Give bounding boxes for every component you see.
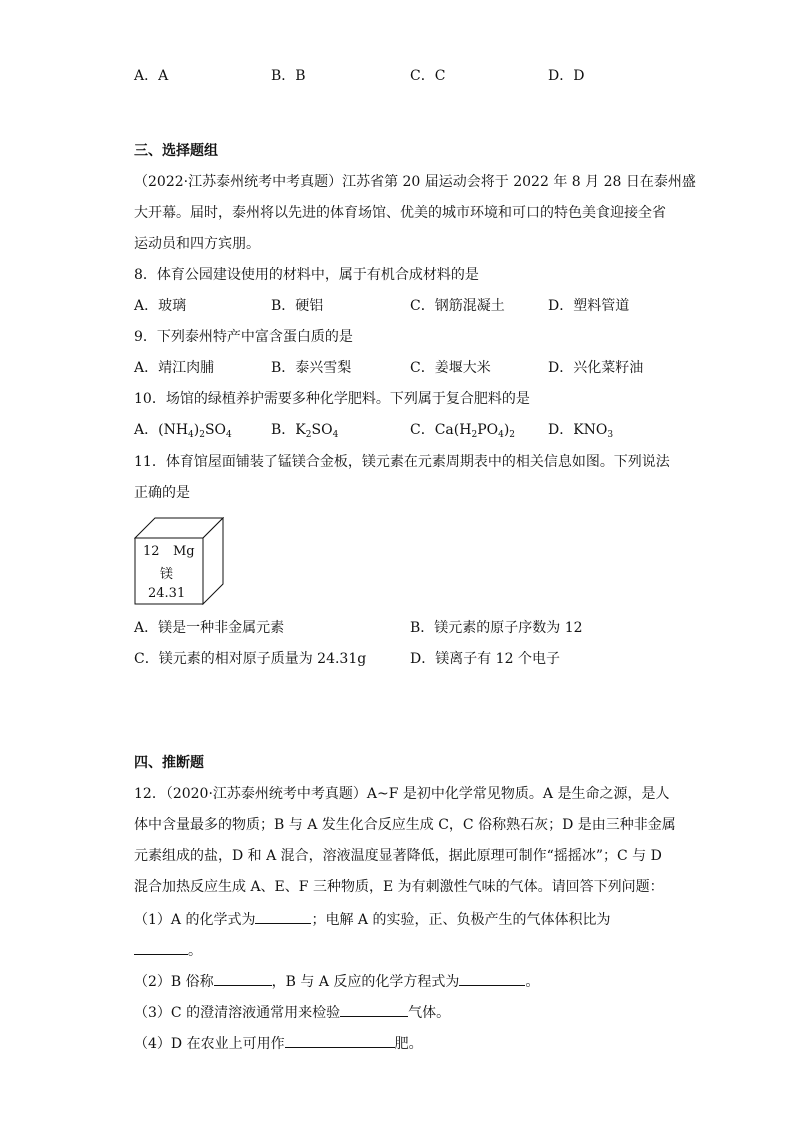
q10-option-d: D．$KNO_3$ — [548, 422, 614, 440]
q11-option-a: A．镁是一种非金属元素 — [134, 620, 285, 636]
q10-option-b: B．$K_2SO_4$ — [271, 422, 339, 440]
section3-intro-line2: 大开幕。届时，泰州将以先进的体育场馆、优美的城市环境和可口的特色美食迎接全省 — [134, 205, 666, 221]
q11-option-b: B．镁元素的原子序数为 12 — [410, 620, 583, 636]
section3-intro-line1: （2022·江苏泰州统考中考真题）江苏省第 20 届运动会将于 2022 年 8 月 28 日在泰州盛 — [134, 174, 696, 190]
q12-sub1-line2: 。 — [134, 939, 202, 961]
q12-sub4: （4）D 在农业上可用作 肥。 — [134, 1032, 423, 1054]
q10-option-a: A．$(NH_4)_2SO_4$ — [134, 422, 232, 440]
atomic-mass: 24.31 — [148, 586, 186, 601]
q12-sub2: （2）B 俗称 ，B 与 A 反应的化学方程式为 。 — [134, 970, 539, 992]
q12-sub3: （3）C 的澄清溶液通常用来检验 气体。 — [134, 1001, 450, 1023]
q11-stem-line2: 正确的是 — [134, 485, 190, 501]
element-symbol: Mg — [173, 544, 195, 559]
q9-stem: 9．下列泰州特产中富含蛋白质的是 — [134, 329, 353, 345]
q8-option-a: A．玻璃 — [134, 298, 187, 314]
q8-option-b: B．硬铝 — [271, 298, 324, 314]
q12-line3: 元素组成的盐，D 和 A 混合，溶液温度显著降低，据此原理可制作“摇摇冰”；C 与 D — [134, 848, 662, 864]
answer-blank-1[interactable] — [255, 908, 311, 924]
q12-line4: 混合加热反应生成 A、E、F 三种物质，E 为有刺激性气味的气体。请回答下列问题： — [134, 879, 664, 895]
q10-option-c: C．$Ca(H_2PO_4)_2$ — [410, 422, 516, 440]
q7-option-c: C．C — [410, 68, 446, 84]
section4-heading: 四、推断题 — [134, 755, 204, 771]
q8-option-d: D．塑料管道 — [548, 298, 630, 314]
q7-option-a: A．A — [134, 68, 169, 84]
q10-stem: 10．场馆的绿植养护需要多种化学肥料。下列属于复合肥料的是 — [134, 391, 530, 407]
answer-blank-2[interactable] — [134, 939, 188, 955]
answer-blank-6[interactable] — [285, 1032, 395, 1048]
q9-option-c: C．姜堰大米 — [410, 360, 491, 376]
section3-intro-line3: 运动员和四方宾朋。 — [134, 236, 260, 252]
q8-option-c: C．钢筋混凝土 — [410, 298, 505, 314]
answer-blank-3[interactable] — [214, 970, 272, 986]
q9-option-d: D．兴化菜籽油 — [548, 360, 644, 376]
q7-option-b: B．B — [271, 68, 306, 84]
q11-stem-line1: 11．体育馆屋面铺装了锰镁合金板，镁元素在元素周期表中的相关信息如图。下列说法 — [134, 454, 670, 470]
q9-option-a: A．靖江肉脯 — [134, 360, 215, 376]
answer-blank-5[interactable] — [340, 1001, 408, 1017]
q7-option-d: D．D — [548, 68, 585, 84]
q8-stem: 8．体育公园建设使用的材料中，属于有机合成材料的是 — [134, 267, 479, 283]
q12-line2: 体中含量最多的物质；B 与 A 发生化合反应生成 C，C 俗称熟石灰；D 是由三种非金属 — [134, 817, 676, 833]
q12-sub1-line1: （1）A 的化学式为 ；电解 A 的实验，正、负极产生的气体体积比为 — [134, 908, 610, 930]
answer-blank-4[interactable] — [459, 970, 525, 986]
section3-heading: 三、选择题组 — [134, 143, 218, 159]
q11-option-d: D．镁离子有 12 个电子 — [410, 651, 560, 667]
atomic-number: 12 — [143, 544, 160, 559]
q9-option-b: B．泰兴雪梨 — [271, 360, 352, 376]
q12-line1: 12．（2020·江苏泰州统考中考真题）A~F 是初中化学常见物质。A 是生命之源，是人 — [134, 786, 670, 802]
magnesium-element-tile — [134, 517, 224, 605]
element-name: 镁 — [160, 567, 174, 582]
q11-option-c: C．镁元素的相对原子质量为 24.31g — [134, 651, 367, 667]
